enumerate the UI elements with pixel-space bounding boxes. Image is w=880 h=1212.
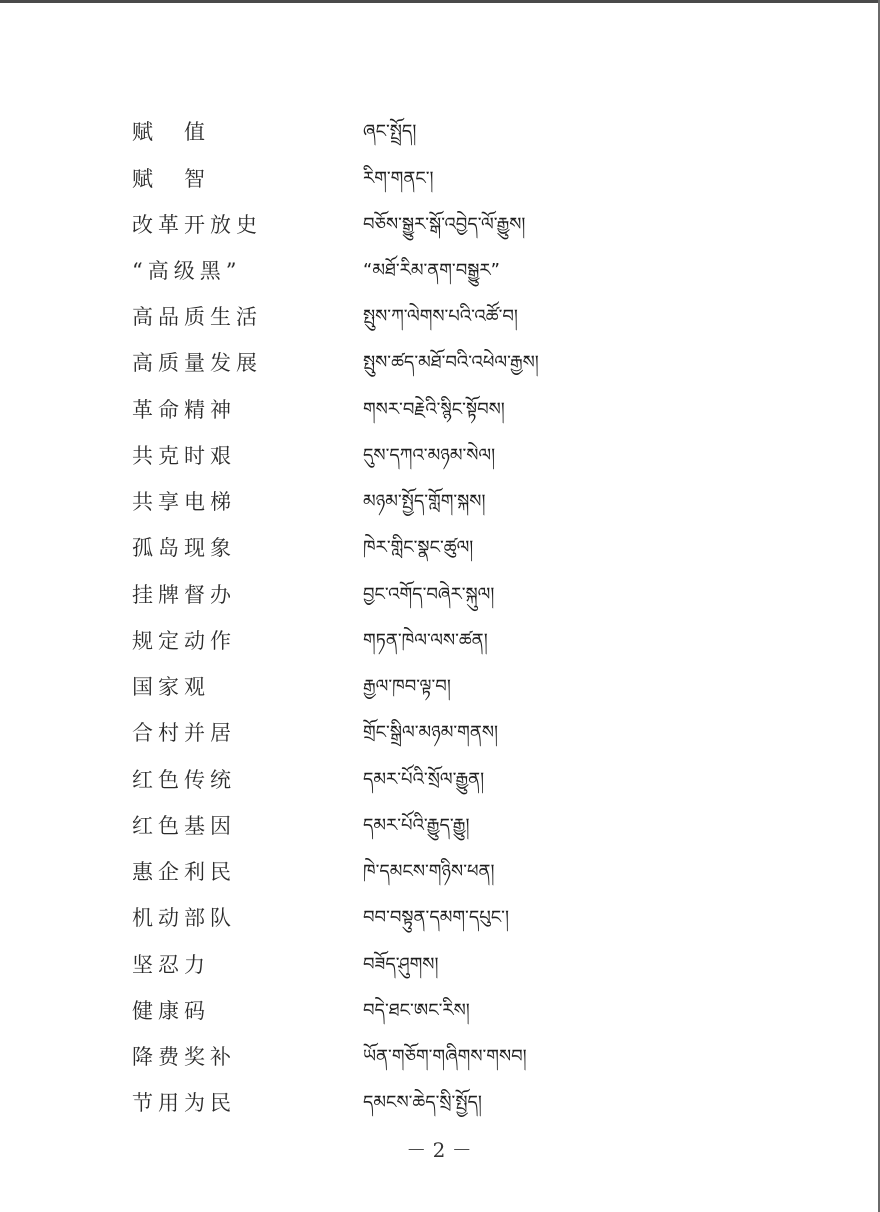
tibetan-translation: ཡོན་གཅོག་གཞིགས་གསབ།	[363, 1046, 527, 1067]
chinese-term: 降费奖补	[132, 1045, 236, 1069]
document-page	[0, 3, 878, 1212]
chinese-term: 赋 智	[132, 167, 210, 191]
chinese-term: 改革开放史	[132, 213, 262, 237]
tibetan-translation: སྤུས་ཀ་ལེགས་པའི་འཚོ་བ།	[363, 306, 518, 327]
glossary-row	[0, 948, 878, 982]
glossary-row	[0, 994, 878, 1028]
tibetan-translation: “མཐོ་རིམ་ནག་བསྒྱུར”	[363, 260, 500, 281]
chinese-term: 健康码	[132, 999, 210, 1023]
glossary-row	[0, 670, 878, 704]
tibetan-translation: རྒྱལ་ཁབ་ལྟ་བ།	[363, 676, 451, 697]
tibetan-translation: སྤུས་ཚད་མཐོ་བའི་འཕེལ་རྒྱས།	[363, 352, 539, 373]
chinese-term: 孤岛现象	[132, 536, 236, 560]
tibetan-translation: ཁེར་གླིང་སྣང་ཚུལ།	[363, 537, 474, 558]
tibetan-translation: བཅོས་སྒྱུར་སྒོ་འབྱེད་ལོ་རྒྱུས།	[363, 214, 526, 235]
glossary-row	[0, 901, 878, 935]
glossary-list	[0, 3, 878, 1143]
tibetan-translation: དམངས་ཆེད་སྲི་སྤྱོད།	[363, 1092, 482, 1113]
chinese-term: 高品质生活	[132, 305, 262, 329]
chinese-term: 共享电梯	[132, 490, 236, 514]
chinese-term: 坚忍力	[132, 953, 210, 977]
chinese-term: 赋 值	[132, 120, 210, 144]
glossary-row	[0, 855, 878, 889]
chinese-term: 机动部队	[132, 906, 236, 930]
chinese-term: 节用为民	[132, 1091, 236, 1115]
tibetan-translation: གསར་བརྗེའི་སྙིང་སྟོབས།	[363, 399, 505, 420]
chinese-term: 惠企利民	[132, 860, 236, 884]
chinese-term: 规定动作	[132, 629, 236, 653]
glossary-row	[0, 254, 878, 288]
tibetan-translation: བབ་བསྟུན་དམག་དཔུང་།	[363, 907, 509, 928]
tibetan-translation: གྲོང་སྒྲིལ་མཉམ་གནས།	[363, 722, 498, 743]
tibetan-translation: བདེ་ཐང་ཨང་རིས།	[363, 1000, 470, 1021]
chinese-term: 国家观	[132, 675, 210, 699]
chinese-term: 合村并居	[132, 721, 236, 745]
chinese-term: 红色基因	[132, 814, 236, 838]
glossary-row	[0, 763, 878, 797]
tibetan-translation: ཁེ་དམངས་གཉིས་ཕན།	[363, 861, 495, 882]
tibetan-translation: ཞང་སྤྲོད།	[363, 121, 417, 142]
tibetan-translation: དམར་པོའི་སྲོལ་རྒྱུན།	[363, 769, 485, 790]
glossary-row	[0, 716, 878, 750]
tibetan-translation: བཟོད་ཤུགས།	[363, 954, 439, 975]
glossary-row	[0, 624, 878, 658]
glossary-row	[0, 393, 878, 427]
chinese-term: 高质量发展	[132, 351, 262, 375]
glossary-row	[0, 578, 878, 612]
chinese-term: “高级黑”	[132, 259, 242, 283]
tibetan-translation: རིག་གནང་།	[363, 168, 434, 189]
tibetan-translation: མཉམ་སྤྱོད་གློག་སྐས།	[363, 491, 486, 512]
glossary-row	[0, 439, 878, 473]
glossary-row	[0, 809, 878, 843]
chinese-term: 共克时艰	[132, 444, 236, 468]
page-number: － 2 －	[406, 1138, 472, 1162]
glossary-row	[0, 531, 878, 565]
glossary-row	[0, 346, 878, 380]
tibetan-translation: དམར་པོའི་རྒྱུད་རྒྱུ།	[363, 815, 470, 836]
chinese-term: 红色传统	[132, 768, 236, 792]
chinese-term: 挂牌督办	[132, 583, 236, 607]
chinese-term: 革命精神	[132, 398, 236, 422]
tibetan-translation: གཏན་ཁེལ་ལས་ཚན།	[363, 630, 488, 651]
tibetan-translation: དུས་དཀའ་མཉམ་སེལ།	[363, 445, 496, 466]
glossary-row	[0, 162, 878, 196]
glossary-row	[0, 115, 878, 149]
glossary-row	[0, 485, 878, 519]
glossary-row	[0, 300, 878, 334]
glossary-row	[0, 1040, 878, 1074]
tibetan-translation: བྱང་འགོད་བཞེར་སྐུལ།	[363, 584, 495, 605]
glossary-row	[0, 1086, 878, 1120]
glossary-row	[0, 208, 878, 242]
